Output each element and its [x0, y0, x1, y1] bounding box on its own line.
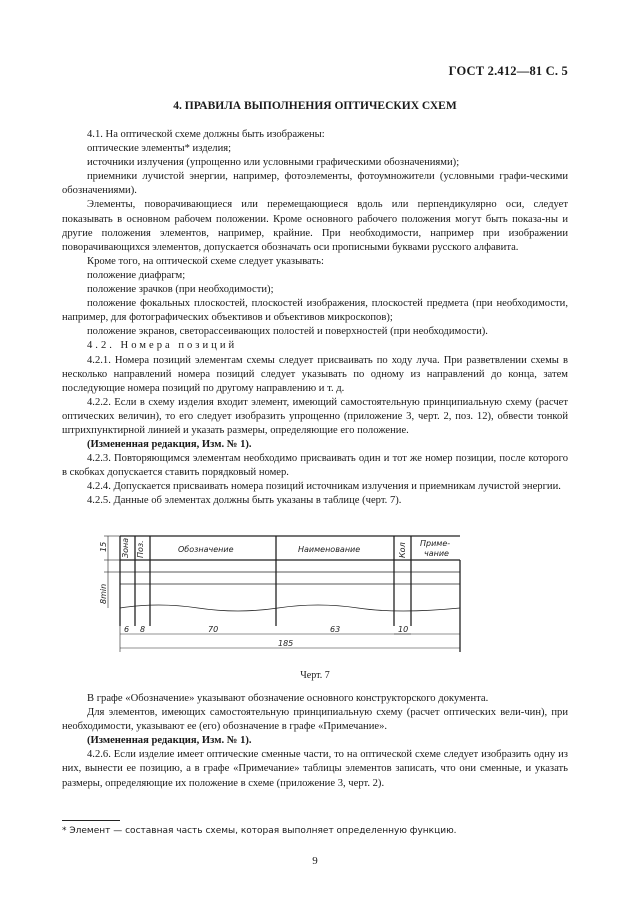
table-layout-drawing [98, 528, 478, 668]
paragraph: 4.2.5. Данные об элементах должны быть указаны в таблице (черт. 7). [87, 495, 402, 507]
page-number: 9 [312, 855, 318, 867]
dim-15: 15 [99, 541, 108, 552]
paragraph: положение экранов, светорассеивающих полостей и поверхностей (при необходимости). [87, 326, 488, 338]
paragraph: Кроме того, на оптической схеме следует указывать: [87, 255, 324, 267]
dim-8: 8 [140, 625, 146, 634]
col-note-header-1: Приме- [420, 539, 451, 548]
dim-8min: 8min [99, 583, 108, 604]
amendment-note: (Измененная редакция, Изм. № 1). [87, 439, 252, 451]
dim-6: 6 [124, 625, 130, 634]
col-designation-header: Обозначение [178, 545, 234, 554]
paragraph: оптические элементы* изделия; [87, 143, 232, 155]
dim-63: 63 [330, 625, 341, 634]
section-title: 4. ПРАВИЛА ВЫПОЛНЕНИЯ ОПТИЧЕСКИХ СХЕМ [173, 100, 457, 112]
col-zone-header: Зона [121, 537, 130, 558]
body-text [62, 128, 568, 509]
paragraph: 4.2.6. Если изделие имеет оптические сменные части, то на оптической схеме следует изобразить одну из них, вынести ее позицию, а в графе «Примечание» таблицы элементов записать, что они сменные, и указать размеры, определяющие их положение в схеме (приложение 3, черт. 2). [62, 749, 568, 789]
col-qty-header: Кол [398, 542, 407, 558]
dim-70: 70 [208, 625, 219, 634]
page-header: ГОСТ 2.412—81 С. 5 [448, 64, 568, 78]
paragraph: Элементы, поворачивающиеся или перемещающиеся вдоль или перпендикулярно оси, следует показывать в основном рабочем положении. Кроме основного рабочего положения могут быть показа-ны и другие положения элементов, например, крайние. При необходимости, например при изображении поворачивающихся элементов, допускается обозначать оси прописными буквами русского алфавита. [62, 199, 568, 253]
paragraph: Для элементов, имеющих самостоятельную принципиальную схему (расчет оптических вели-чин), при необходимости, указывают ее (его) обозначение в графе «Примечание». [62, 707, 568, 733]
footnote-rule [62, 820, 120, 821]
dim-10: 10 [398, 625, 409, 634]
paragraph: 4.2.2. Если в схему изделия входит элемент, имеющий самостоятельную принципиальную схему (расчет оптических величин), то его следует изобразить упрощенно (приложение 3, черт. 2, поз. 12), обвести тонкой штрихпунктирной линией и указать размеры, определяющие его положение. [62, 396, 568, 436]
amendment-note: (Измененная редакция, Изм. № 1). [87, 735, 252, 747]
paragraph: 4.2.3. Повторяющимся элементам необходимо присваивать один и тот же номер позиции, после которого в скобках допускается ставить порядковый номер. [62, 453, 568, 479]
paragraph: приемники лучистой энергии, например, фотоэлементы, фотоумножители (условными графи-ческими обозначениями). [62, 171, 568, 197]
dim-185: 185 [278, 639, 294, 648]
subsection-heading: 4.2. Номера позиций [87, 340, 238, 352]
body-text-2 [62, 692, 568, 791]
paragraph: 4.1. На оптической схеме должны быть изображены: [87, 129, 325, 140]
figure-caption: Черт. 7 [300, 670, 330, 681]
paragraph: положение фокальных плоскостей, плоскостей изображения, плоскостей предмета (при необходимости, например, для фотографических объективов и объективов микроскопов); [62, 298, 568, 324]
col-note-header-2: чание [424, 549, 449, 558]
paragraph: положение зрачков (при необходимости); [87, 284, 274, 296]
paragraph: В графе «Обозначение» указывают обозначение основного конструкторского документа. [87, 693, 489, 704]
paragraph: 4.2.1. Номера позиций элементам схемы следует присваивать по ходу луча. При разветвлении схемы в несколько направлений номера позиций следует указывать по одному из направлений до конца, затем последующие номера позиций по другому направлению и т. д. [62, 354, 568, 394]
col-pos-header: Поз. [136, 540, 145, 558]
paragraph: 4.2.4. Допускается присваивать номера позиций источникам излучения и приемникам лучистой энергии. [87, 481, 561, 493]
footnote: * Элемент — составная часть схемы, которая выполняет определенную функцию. [62, 826, 457, 836]
paragraph: положение диафрагм; [87, 269, 186, 281]
col-name-header: Наименование [298, 545, 361, 554]
paragraph: источники излучения (упрощенно или условными графическими обозначениями); [87, 157, 460, 169]
